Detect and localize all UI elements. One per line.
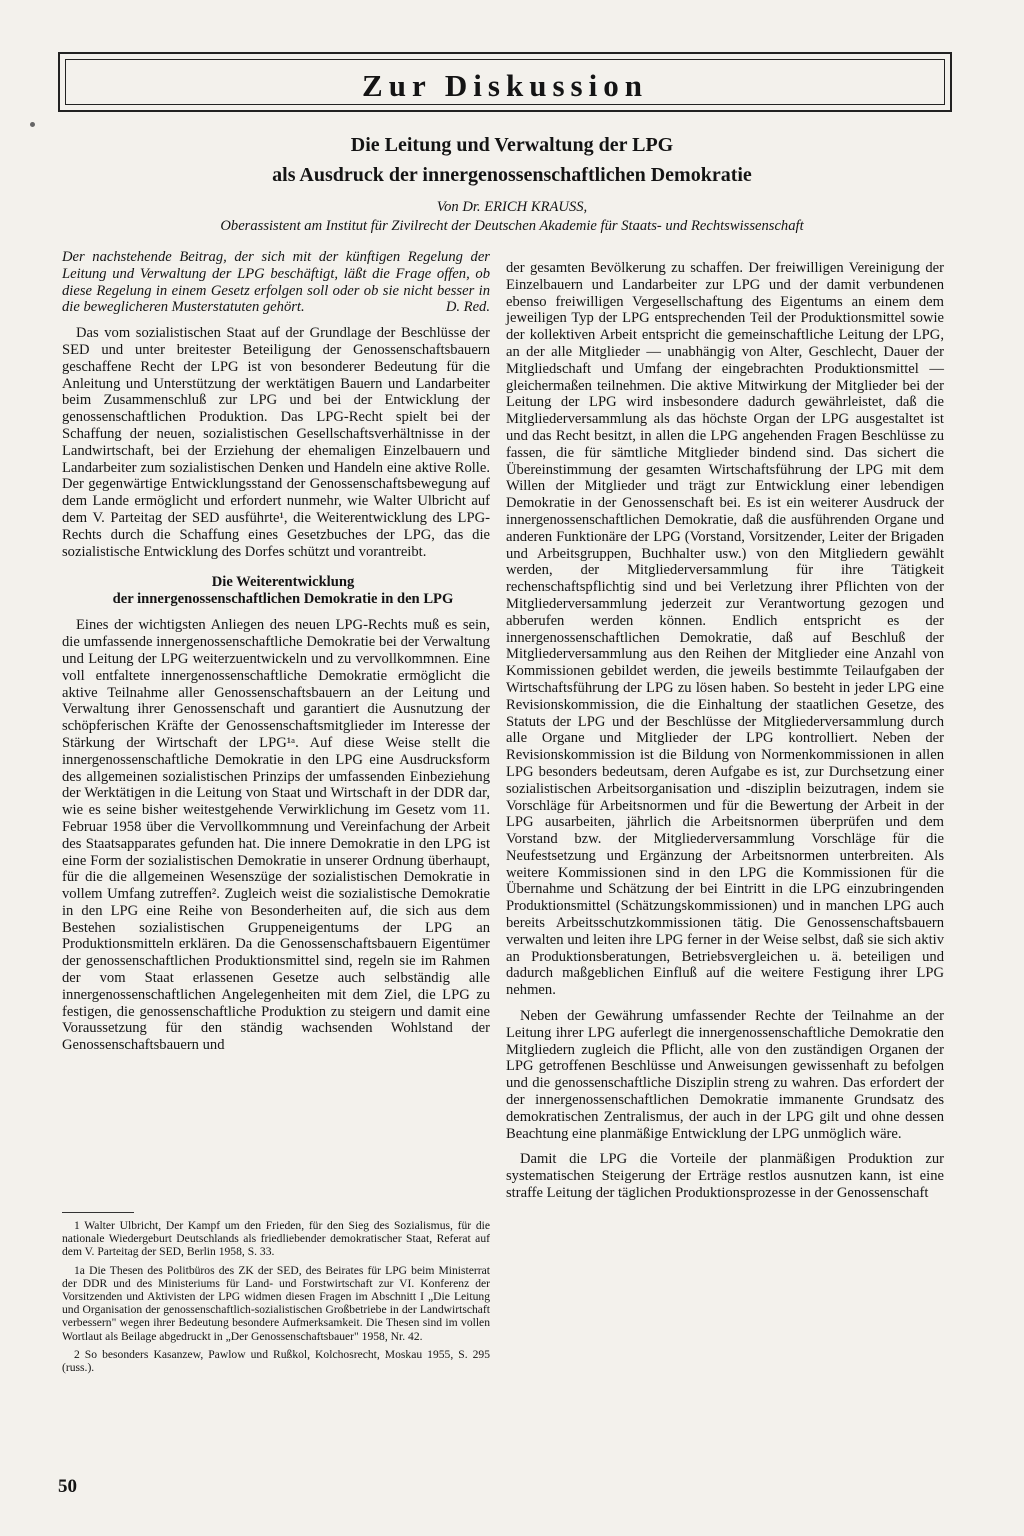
section-title: Zur Diskussion (362, 68, 648, 103)
footnotes (62, 1212, 490, 1379)
left-column (62, 249, 490, 1054)
footnote: 1 Walter Ulbricht, Der Kampf um den Frieden, für den Sieg des Sozialismus, für die nationale Wiedergeburt Deutschlands als friedliebender demokratischer Staat, Referat auf dem V. Parteitag der SED, Berlin 1958, S. 33. (62, 1219, 490, 1259)
body-paragraph: der gesamten Bevölkerung zu schaffen. Der freiwilligen Vereinigung der Einzelbauern und Landarbeiter zur LPG und der damit verbundenen ebenso freiwilligen Vergesellschaftung des Eigentums an einem dem jeweiligen Typ der LPG entsprechenden Teil der Produktionsmittel sowie der kollektiven Arbeit entspricht die gemeinschaftliche Leitung der LPG, an der alle Mitglieder — unabhängig von Alter, Geschlecht, Dauer der Mitgliedschaft und Umfang der eingebrachten Produktionsmittel — gleichermaßen teilnehmen. Die aktive Mitwirkung der Mitglieder bei der Leitung der LPG wird insbesondere dadurch gewährleistet, daß die Mitgliederversammlung als das höchste Organ der LPG ausgestaltet ist und das Recht besitzt, in allen die LPG angehenden Fragen Beschlüsse zu fassen, die für sämtliche Mitglieder bindend sind. Das sichert die Übereinstimmung der gesamten Wirtschaftsführung der LPG mit dem Willen der Mitglieder und trägt zur Entwicklung einer lebendigen Demokratie in der Genossenschaft bei. Es ist ein weiterer Ausdruck der innergenossenschaftlichen Demokratie, daß die ausführenden Organe und anderen Funktionäre der LPG (Vorstand, Vorsitzender, Leiter der Brigaden und Arbeitsgruppen, Buchhalter usw.) von den Mitgliedern gewählt werden, der Mitgliederversammlung für ihre Tätigkeit rechenschaftspflichtig sind und bei Verletzung ihrer Pflichten von der Mitgliederversammlung jederzeit zur Verantwortung gezogen und abberufen werden können. Endlich entspricht es der innergenossenschaftlichen Demokratie, daß auf Beschluß der Mitgliederversammlung aus den Reihen der Mitglieder eine Anzahl von Kommissionen gebildet werden, die jeweils bestimmte Teilaufgaben der Wirtschaftsführung der LPG zu lösen haben. So besteht in jeder LPG eine Revisionskommission, die die Einhaltung der staatlichen Gesetze, des Statuts der LPG und der Beschlüsse der Mitgliederversammlung durch alle Organe und Mitglieder der LPG kontrolliert. Neben der Revisionskommission ist die Bildung von Normenkommissionen in allen LPG besonders bedeutsam, deren Aufgabe es ist, zur Durchsetzung einer sozialistischen Arbeitsorganisation und -disziplin beizutragen, indem sie Vorschläge für Arbeitsnormen und für die Bewertung der Arbeit in der LPG ausarbeiten, jährlich die Arbeitsnormen überprüfen und dem Vorstand bzw. der Mitgliederversammlung Vorschläge für die Neufestsetzung und Ergänzung der Arbeitsnormen unterbreiten. Als weitere Kommissionen sind in den LPG die Kommissionen für die Übernahme und Schätzung der bei Eintritt in die LPG einzubringenden Produktionsmittel (Schätzungskommissionen) und in manchen LPG auch bereits Arbeitsschutzkommissionen tätig. Die Genossenschaftsbauern verwalten und leiten ihre LPG ferner in der Weise selbst, daß sie sich aktiv an Produktionsberatungen, Betriebsvergleichen u. ä. beteiligen und dadurch maßgeblichen Einfluß auf die weitere Festigung ihrer LPG nehmen. (506, 260, 944, 999)
body-paragraph: Das vom sozialistischen Staat auf der Grundlage der Beschlüsse der SED und unter breitester Beteiligung der Genossenschaftsbauern geschaffene Recht der LPG ist von besonderer Bedeutung für die Anleitung und Unterstützung der werktätigen Bauern und Landarbeiter beim Zusammenschluß zur LPG und bei der Entwicklung der genossenschaftlichen Produktion. Das LPG-Recht spielt bei der Schaffung der neuen, sozialistischen Gesellschaftsverhältnisse in der Landwirtschaft, bei der Erziehung der ehemaligen Einzelbauern und Landarbeiter zum sozialistischen Denken und Handeln eine aktive Rolle. Der gegenwärtige Entwicklungsstand der Genossenschaftsbewegung auf dem Lande ermöglicht und erfordert nunmehr, wie Walter Ulbricht auf dem V. Parteitag der SED ausführte¹, die Weiterentwicklung des LPG-Rechts durch die Schaffung eines Gesetzbuches der LPG, das die sozialistische Entwicklung des Dorfes schützt und vorantreibt. (62, 325, 490, 560)
body-paragraph: Damit die LPG die Vorteile der planmäßigen Produktion zur systematischen Steigerung der Erträge restlos ausnutzen kann, ist eine straffe Leitung der täglichen Produktionsprozesse in der Genossenschaft (506, 1151, 944, 1202)
subheading-line-1: Die Weiterentwicklung (211, 574, 355, 591)
footnote: 2 So besonders Kasanzew, Pawlow und Rußkol, Kolchosrecht, Moskau 1955, S. 295 (russ.). (62, 1347, 490, 1375)
article-title-line-1: Die Leitung und Verwaltung der LPG (350, 134, 674, 156)
footnote: 1a Die Thesen des Politbüros des ZK der SED, des Beirates für LPG beim Ministerrat der DDR und des Ministeriums für Land- und Forstwirtschaft zur VI. Konferenz der Vorsitzenden und Aktivisten der LPG widmen diesen Fragen im Abschnitt I „Die Leitung und Organisation der genossenschaftlich-sozialistischen Großbetriebe in der Landwirtschaft verbessern" wegen ihrer Bedeutung besondere Aufmerksamkeit. Die Thesen sind im vollen Wortlaut als Beilage abgedruckt in „Der Genossenschaftsbauer" 1958, Nr. 42. (62, 1263, 490, 1343)
subheading-line-2: der innergenossenschaftlichen Demokratie in den LPG (112, 591, 454, 608)
author-affiliation: Oberassistent am Institut für Zivilrecht der Deutschen Akademie für Staats- und Rechtswissenschaft (220, 218, 804, 234)
right-column (506, 260, 944, 1202)
page-number: 50 (58, 1476, 77, 1497)
print-speck (30, 122, 35, 127)
editorial-note-text: Der nachstehende Beitrag, der sich mit der künftigen Regelung der Leitung und Verwaltung der LPG beschäftigt, läßt die Frage offen, ob diese Regelung in einem Gesetz erfolgen soll oder ob sie nicht besser in die beweglicheren Musterstatuten gehört. (62, 249, 490, 316)
subheading (62, 574, 490, 608)
body-paragraph: Neben der Gewährung umfassender Rechte der Teilnahme an der Leitung ihrer LPG auferlegt die innergenossenschaftliche Demokratie den Mitgliedern zugleich die Pflicht, alle von den zuständigen Organen der LPG getroffenen Beschlüsse und Anweisungen gewissenhaft zu befolgen und die genossenschaftliche Disziplin streng zu wahren. Das erfordert der der innergenossenschaftlichen Demokratie immanente Grundsatz des demokratischen Zentralismus, der auch in der LPG gilt und ohne dessen Beachtung eine planmäßige Entwicklung der LPG unmöglich wäre. (506, 1008, 944, 1142)
author-line: Von Dr. ERICH KRAUSS, (436, 199, 588, 215)
editorial-note (62, 249, 490, 316)
editorial-signature: D. Red. (445, 299, 490, 316)
footnote-rule (62, 1212, 134, 1213)
section-header-box (58, 52, 952, 112)
article-title-line-2: als Ausdruck der innergenossenschaftlichen Demokratie (272, 164, 752, 186)
body-paragraph: Eines der wichtigsten Anliegen des neuen LPG-Rechts muß es sein, die umfassende innergenossenschaftliche Demokratie bei der Verwaltung und Leitung der LPG weiterzuentwickeln und zu vervollkommnen. Eine voll entfaltete innergenossenschaftliche Demokratie ermöglicht die aktive Teilnahme aller Genossenschaftsbauern an der Leitung und Verwaltung ihrer Genossenschaft und garantiert die Ausnutzung der schöpferischen Kräfte der Genossenschaftsmitglieder im Interesse der Stärkung der Wirtschaft der LPG¹ᵃ. Auf diese Weise stellt die innergenossenschaftliche Demokratie in den LPG eine Ausdrucksform des allgemeinen sozialistischen Prinzips der umfassenden Einbeziehung der Werktätigen in die Leitung von Staat und Wirtschaft in der DDR dar, wie es seine bisher weitestgehende Verwirklichung im Gesetz vom 11. Februar 1958 über die Vervollkommnung und Vereinfachung der Arbeit des Staatsapparates gefunden hat. Die innere Demokratie in den LPG ist eine Form der sozialistischen Demokratie in unserer Ordnung überhaupt, für die die allgemeinen Wesenszüge der sozialistischen Demokratie in vollem Umfang zutreffen². Zugleich weist die sozialistische Demokratie in den LPG eine Reihe von Besonderheiten auf, die sich aus dem Bestehen sozialistischen Gruppeneigentums der LPG an Produktionsmitteln erklären. Da die Genossenschaftsbauern Eigentümer der genossenschaftlichen Produktionsmittel sind, regeln sie im Rahmen der vom Staat erlassenen Gesetze auch selbständig alle innergenossenschaftlichen Angelegenheiten mit dem Ziel, die LPG zu festigen, die genossenschaftliche Produktion zu steigern und damit eine Voraussetzung für den ständig wachsenden Wohlstand der Genossenschaftsbauern und (62, 617, 490, 1054)
